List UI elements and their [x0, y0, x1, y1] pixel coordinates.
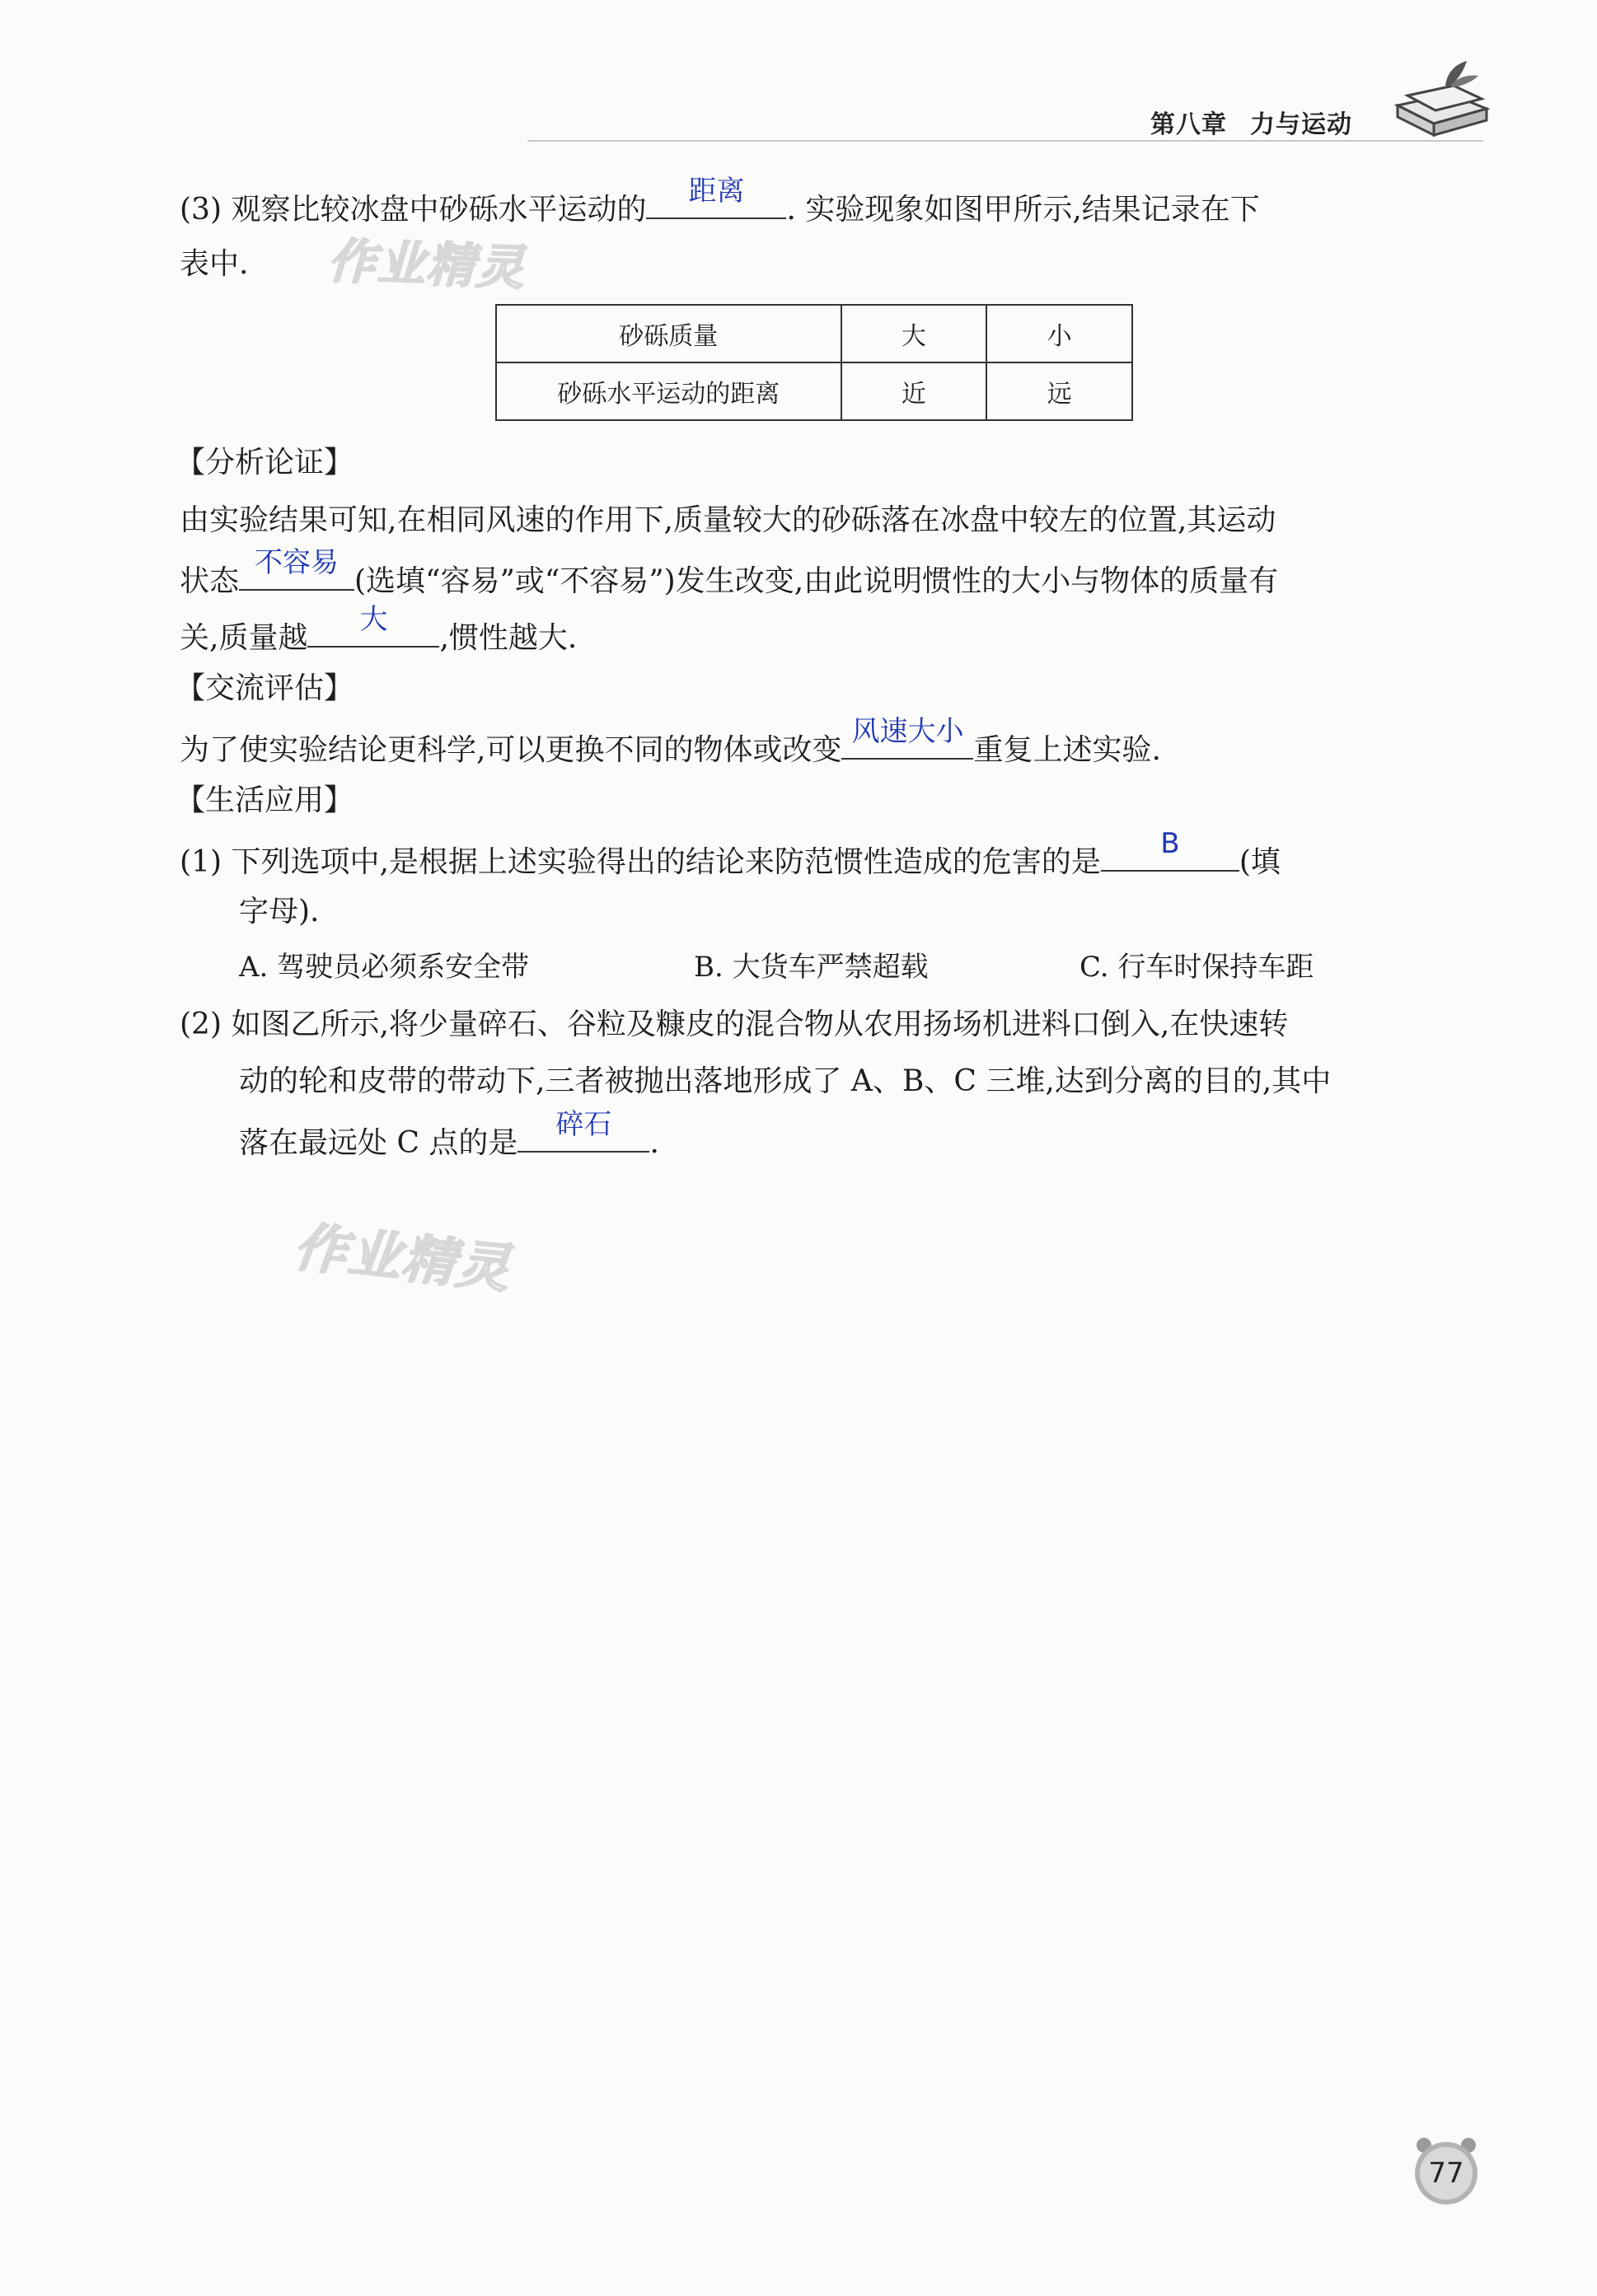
- books-icon: [1393, 56, 1492, 147]
- exchange-prefix: 为了使实验结论更科学,可以更换不同的物体或改变: [180, 733, 842, 767]
- app-q1-line2: 字母).: [239, 895, 320, 928]
- analysis-line3-suffix: ,惯性越大.: [439, 621, 578, 655]
- table-row: [496, 362, 1132, 420]
- exchange-answer: 风速大小: [851, 715, 964, 748]
- app-q1-answer-blank: [1101, 827, 1239, 872]
- analysis-line2-suffix: (选填“容易”或“不容易”)发生改变,由此说明惯性的大小与物体的质量有: [354, 564, 1279, 598]
- option-b: B. 大货车严禁超载: [694, 951, 929, 984]
- watermark-logo: 作业精灵: [291, 1217, 514, 1301]
- analysis-answer1-blank: [239, 546, 354, 591]
- analysis-heading: 【分析论证】: [176, 446, 354, 479]
- analysis-answer1: 不容易: [255, 546, 340, 579]
- app-q1-answer: B: [1160, 827, 1180, 860]
- page-number: 77: [1428, 2157, 1464, 2190]
- analysis-line2: [180, 546, 1279, 601]
- exchange-suffix: 重复上述实验.: [973, 733, 1161, 767]
- app-q2-line2: 动的轮和皮带的带动下,三者被抛出落地形成了 A、B、C 三堆,达到分离的目的,其中: [239, 1064, 1332, 1098]
- app-q2-line3-prefix: 落在最远处 C 点的是: [239, 1126, 518, 1160]
- app-q1-line1: [180, 827, 1281, 882]
- chapter-label: [1150, 104, 1352, 140]
- q3-answer-blank: [646, 175, 786, 219]
- q3-text-prefix: (3) 观察比较冰盘中砂砾水平运动的: [180, 193, 647, 227]
- app-q2-answer-blank: [518, 1108, 649, 1153]
- table-cell: 大: [841, 305, 987, 362]
- app-q1-suffix: (填: [1239, 845, 1281, 879]
- q3-text-suffix: . 实验现象如图甲所示,结果记录在下: [786, 193, 1260, 227]
- table-cell: 小: [986, 305, 1132, 362]
- exchange-answer-blank: [841, 715, 973, 760]
- chapter-title: 力与运动: [1250, 110, 1352, 139]
- table-cell: 砂砾水平运动的距离: [496, 362, 841, 420]
- table-cell: 远: [986, 362, 1132, 420]
- app-q1-prefix: (1) 下列选项中,是根据上述实验得出的结论来防范惯性造成的危害的是: [180, 845, 1101, 879]
- option-c: C. 行车时保持车距: [1079, 951, 1314, 984]
- app-q2-line1: (2) 如图乙所示,将少量碎石、谷粒及糠皮的混合物从农用扬场机进料口倒入,在快速转: [180, 1008, 1289, 1041]
- application-heading: 【生活应用】: [176, 783, 354, 817]
- analysis-line1: 由实验结果可知,在相同风速的作用下,质量较大的砂砾落在冰盘中较左的位置,其运动: [180, 503, 1276, 537]
- table-cell: 砂砾质量: [496, 305, 841, 362]
- table-row: [496, 305, 1132, 362]
- result-table: [495, 304, 1133, 421]
- app-q2-line3: [239, 1108, 659, 1163]
- exchange-heading: 【交流评估】: [176, 671, 354, 705]
- app-q2-answer: 碎石: [555, 1108, 612, 1141]
- app-q2-suffix: .: [649, 1126, 659, 1160]
- chapter-number: 第八章: [1150, 110, 1227, 139]
- option-a: A. 驾驶员必须系安全带: [239, 951, 530, 984]
- table-cell: 近: [841, 362, 987, 420]
- analysis-line2-prefix: 状态: [180, 564, 240, 598]
- watermark-logo: 作业精灵: [326, 232, 527, 297]
- analysis-answer2-blank: [307, 603, 439, 648]
- analysis-line3: [180, 603, 578, 658]
- analysis-answer2: 大: [359, 603, 388, 636]
- analysis-line3-prefix: 关,质量越: [180, 621, 308, 655]
- q3-line2: 表中.: [180, 247, 249, 281]
- q3-answer: 距离: [688, 175, 745, 208]
- exchange-line: [180, 715, 1161, 770]
